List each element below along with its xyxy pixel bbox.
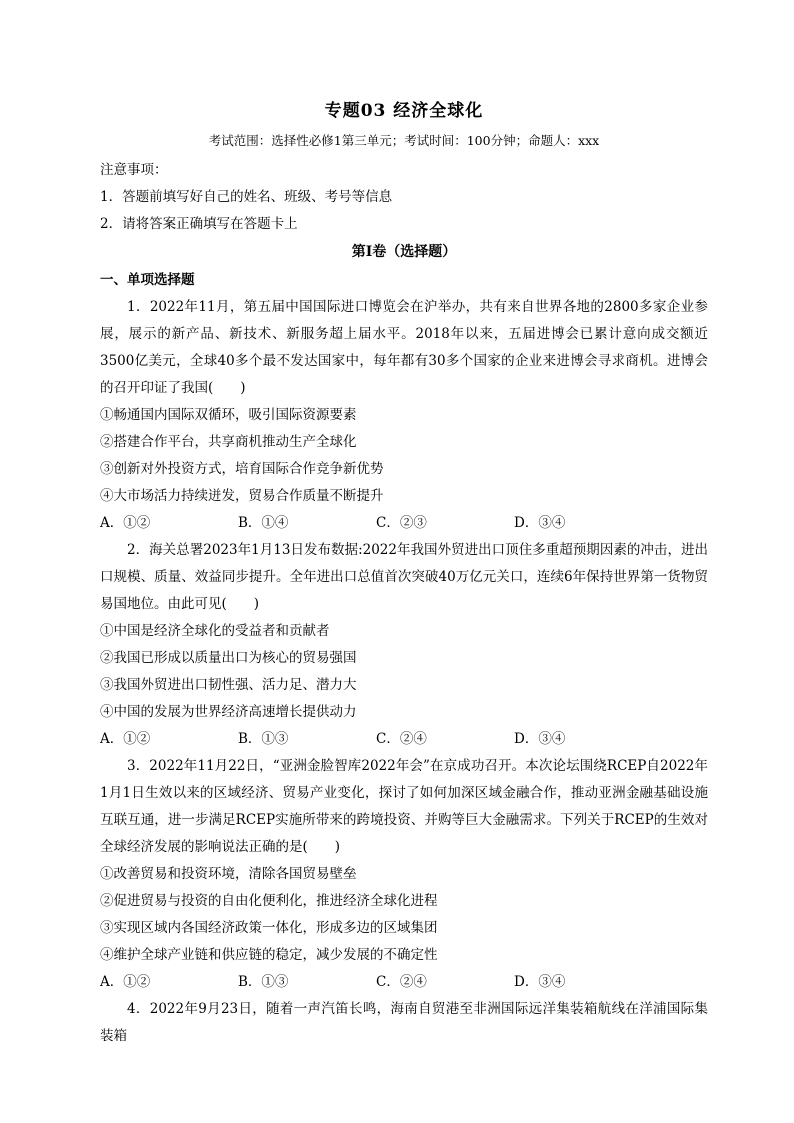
answer-choices: [100, 969, 708, 996]
choice-d: D．③④: [514, 515, 566, 531]
statement: ④维护全球产业链和供应链的稳定，减少发展的不确定性: [100, 947, 438, 963]
choice-a: A．①②: [100, 515, 151, 531]
answer-choices: [100, 726, 708, 753]
choice-b: B．①④: [238, 515, 289, 531]
question-3: [100, 753, 708, 996]
choice-c: C．②④: [376, 731, 427, 747]
statement: ④中国的发展为世界经济高速增长提供动力: [100, 704, 357, 720]
statement: ③创新对外投资方式，培育国际合作竞争新优势: [100, 461, 384, 477]
notice-heading: 注意事项：: [100, 162, 168, 178]
part-title: 一、单项选择题: [100, 272, 195, 288]
question-4: [100, 996, 708, 1050]
notice-item: 2．请将答案正确填写在答题卡上: [100, 216, 298, 232]
statement: ②我国已形成以质量出口为核心的贸易强国: [100, 650, 357, 666]
statement: ②促进贸易与投资的自由化便利化，推进经济全球化进程: [100, 893, 438, 909]
statement: ①畅通国内国际双循环，吸引国际资源要素: [100, 407, 357, 423]
choice-d: D．③④: [514, 974, 566, 990]
choice-a: A．①②: [100, 974, 151, 990]
choice-c: C．②③: [376, 515, 427, 531]
statement: ①改善贸易和投资环境，清除各国贸易壁垒: [100, 866, 357, 882]
question-2: [100, 537, 708, 753]
section-title: 第I卷（选择题）: [351, 244, 457, 260]
question-stem: 1．2022年11月，第五届中国国际进口博览会在沪举办，共有来自世界各地的2800多家企业参展，展示的新产品、新技术、新服务超上届水平。2018年以来，五届进博会已累计意向成交额近3500亿美元，全球40多个最不发达国家中，每年都有30多个国家的企业来进博会寻求商机。进博会的召开印证了我国( ): [100, 299, 708, 396]
statement: ④大市场活力持续迸发，贸易合作质量不断提升: [100, 488, 384, 504]
statement: ③我国外贸进出口韧性强、活力足、潜力大: [100, 677, 357, 693]
choice-c: C．②④: [376, 974, 427, 990]
question-stem: 3．2022年11月22日，“亚洲金脸智库2022年会”在京成功召开。本次论坛围绕RCEP自2022年1月1日生效以来的区域经济、贸易产业变化，探讨了如何加深区域金融合作，推动亚洲金融基础设施互联互通，进一步满足RCEP实施所带来的跨境投资、并购等巨大金融需求。下列关于RCEP的生效对全球经济发展的影响说法正确的是( ): [100, 758, 708, 855]
question-stem: 4．2022年9月23日，随着一声汽笛长鸣，海南自贸港至非洲国际远洋集装箱航线在洋浦国际集装箱: [100, 1001, 708, 1044]
question-1: [100, 294, 708, 537]
statement: ②搭建合作平台，共享商机推动生产全球化: [100, 434, 357, 450]
choice-b: B．①③: [238, 731, 289, 747]
exam-info: 考试范围：选择性必修1第三单元；考试时间：100分钟；命题人：xxx: [208, 133, 600, 148]
question-stem: 2．海关总署2023年1月13日发布数据:2022年我国外贸进出口顶住多重超预期因素的冲击，进出口规模、质量、效益同步提升。全年进出口总值首次突破40万亿元关口，连续6年保持世界第一货物贸易国地位。由此可见( ): [100, 542, 708, 612]
choice-b: B．①③: [238, 974, 289, 990]
notice-item: 1．答题前填写好自己的姓名、班级、考号等信息: [100, 189, 393, 205]
statement: ①中国是经济全球化的受益者和贡献者: [100, 623, 330, 639]
document-title: 专题03 经济全球化: [324, 101, 484, 121]
choice-d: D．③④: [514, 731, 566, 747]
answer-choices: [100, 510, 708, 537]
choice-a: A．①②: [100, 731, 151, 747]
statement: ③实现区域内各国经济政策一体化，形成多边的区域集团: [100, 920, 438, 936]
